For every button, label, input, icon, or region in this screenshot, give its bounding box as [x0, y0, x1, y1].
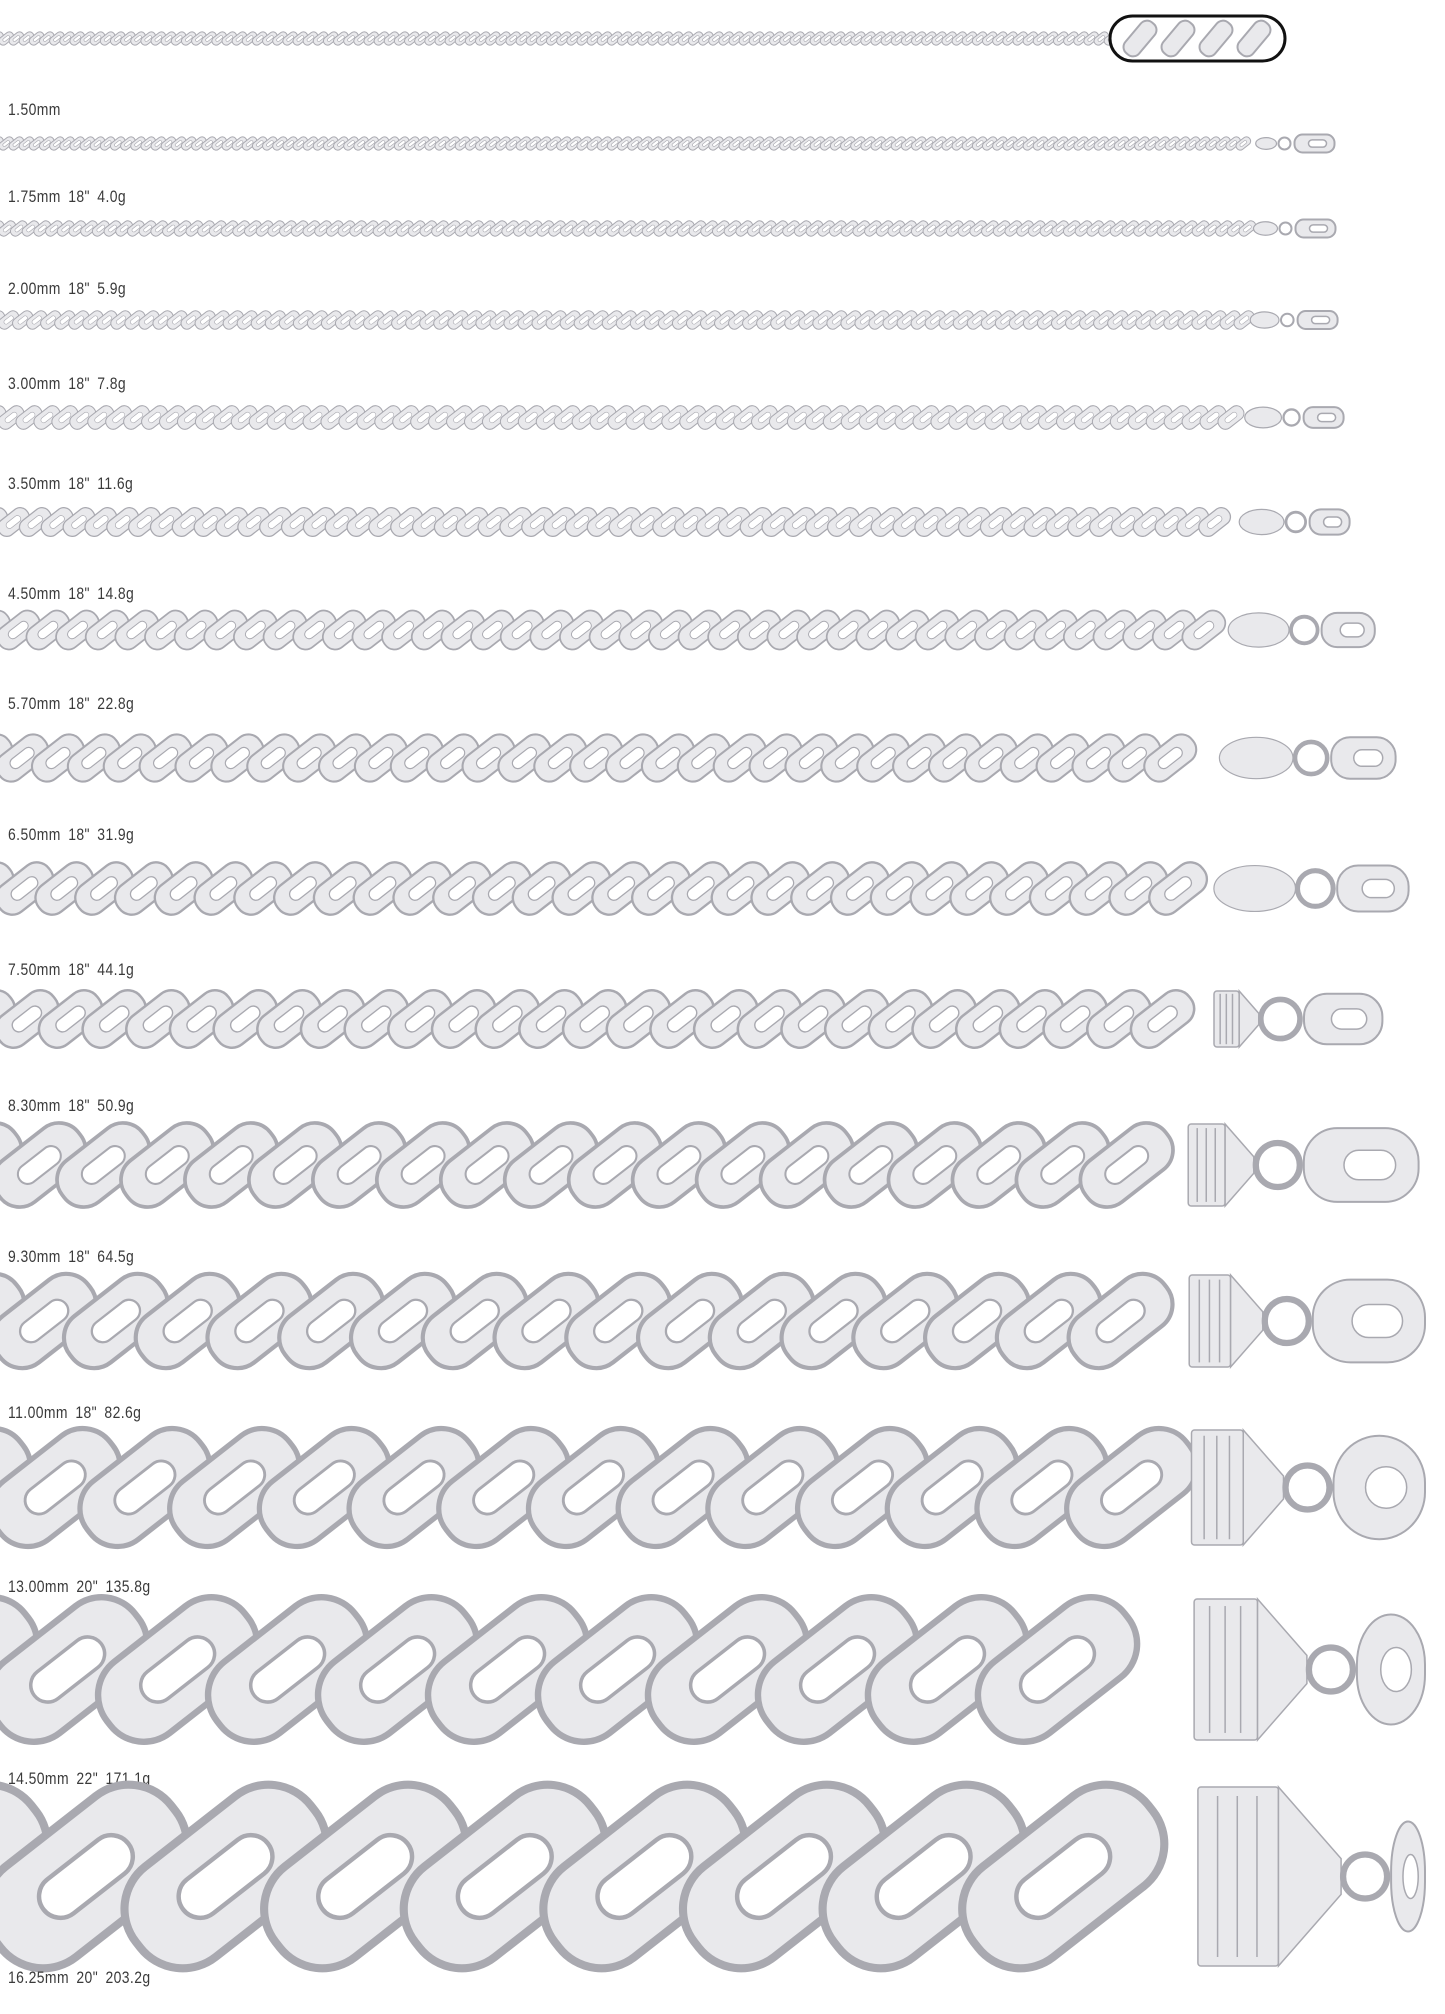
chain-image	[0, 488, 1445, 556]
chain-weight: 50.9g	[97, 1096, 135, 1115]
chain-size: 8.30mm	[8, 1096, 61, 1115]
chain-weight: 171.1g	[105, 1769, 151, 1788]
jump-ring	[1256, 1143, 1300, 1187]
chain-image	[0, 386, 1445, 449]
chain-size: 2.00mm	[8, 279, 61, 298]
chain-length: 18"	[68, 960, 90, 979]
jump-ring	[1279, 137, 1291, 149]
jump-ring	[1284, 409, 1300, 425]
jump-ring	[1265, 1299, 1309, 1343]
chain-length: 18"	[68, 474, 90, 493]
chain-image	[0, 1410, 1445, 1565]
chain-size: 13.00mm	[8, 1577, 69, 1596]
chain-size: 14.50mm	[8, 1769, 69, 1788]
chain-weight: 11.6g	[97, 474, 134, 493]
chain-size: 9.30mm	[8, 1247, 61, 1266]
chain-size: 3.50mm	[8, 474, 61, 493]
jump-ring	[1343, 1854, 1387, 1898]
jump-ring	[1295, 742, 1327, 774]
chain-row	[0, 1104, 1445, 1226]
chain-length: 18"	[68, 374, 90, 393]
jump-ring	[1286, 512, 1306, 532]
chain-weight: 203.2g	[105, 1968, 151, 1987]
jump-ring	[1261, 999, 1300, 1038]
chain-row	[0, 1410, 1445, 1565]
chain-row	[0, 1767, 1445, 1986]
jump-ring	[1298, 870, 1334, 906]
link-detail-inset	[1110, 16, 1285, 61]
chain-image	[0, 1255, 1445, 1387]
jump-ring	[1286, 1465, 1330, 1509]
chain-row	[0, 488, 1445, 556]
chain-length: 18"	[68, 187, 90, 206]
chain-size: 6.50mm	[8, 825, 61, 844]
chain-weight: 31.9g	[97, 825, 135, 844]
chain-image	[0, 971, 1445, 1067]
chain-length: 18"	[68, 1247, 90, 1266]
chain-image	[0, 843, 1445, 934]
chain-row	[0, 715, 1445, 801]
jump-ring	[1309, 1647, 1353, 1691]
chain-length: 18"	[68, 584, 90, 603]
chain-row	[0, 971, 1445, 1067]
chain-image	[0, 12, 1445, 65]
chain-weight: 22.8g	[97, 694, 135, 713]
chain-image	[0, 1767, 1445, 1986]
chain-size: 4.50mm	[8, 584, 61, 603]
chain-length: 18"	[68, 694, 90, 713]
chain-weight: 5.9g	[97, 279, 127, 298]
chain-row	[0, 1255, 1445, 1387]
chain-row	[0, 843, 1445, 934]
chain-image	[0, 1579, 1445, 1760]
chain-length: 18"	[75, 1403, 98, 1422]
chain-row	[0, 386, 1445, 449]
chain-row	[0, 1579, 1445, 1760]
chain-image	[0, 291, 1445, 349]
chain-length: 18"	[68, 279, 90, 298]
chain-weight: 44.1g	[97, 960, 135, 979]
chain-image	[0, 1104, 1445, 1226]
chain-size: 16.25mm	[8, 1968, 69, 1987]
chain-image	[0, 715, 1445, 801]
chain-weight: 4.0g	[97, 187, 127, 206]
jump-ring	[1281, 314, 1294, 327]
jump-ring	[1291, 617, 1318, 644]
chain-row	[0, 201, 1445, 256]
chain-weight: 64.5g	[97, 1247, 135, 1266]
end-cap	[1198, 1787, 1279, 1966]
chain-weight: 82.6g	[104, 1403, 142, 1422]
chain-length: 20"	[76, 1968, 99, 1987]
chain-spec-label	[8, 694, 142, 714]
chain-image	[0, 591, 1445, 669]
chain-length: 18"	[68, 825, 90, 844]
chain-row	[0, 591, 1445, 669]
chain-size: 11.00mm	[8, 1403, 68, 1422]
jump-ring	[1280, 222, 1292, 234]
chain-weight: 14.8g	[97, 584, 135, 603]
chain-size: 7.50mm	[8, 960, 61, 979]
chain-image	[0, 117, 1445, 170]
chain-weight: 135.8g	[105, 1577, 151, 1596]
chain-size: 5.70mm	[8, 694, 61, 713]
chain-weight: 7.8g	[97, 374, 127, 393]
chain-size: 3.00mm	[8, 374, 61, 393]
chain-row	[0, 117, 1445, 170]
chain-length: 20"	[76, 1577, 99, 1596]
chain-spec-label	[8, 1968, 158, 1988]
chain-row	[0, 291, 1445, 349]
chain-size: 1.75mm	[8, 187, 61, 206]
chain-size: 1.50mm	[8, 100, 61, 119]
chain-length: 18"	[68, 1096, 90, 1115]
chain-row	[0, 12, 1445, 65]
chain-image	[0, 201, 1445, 256]
chain-length: 22"	[76, 1769, 99, 1788]
